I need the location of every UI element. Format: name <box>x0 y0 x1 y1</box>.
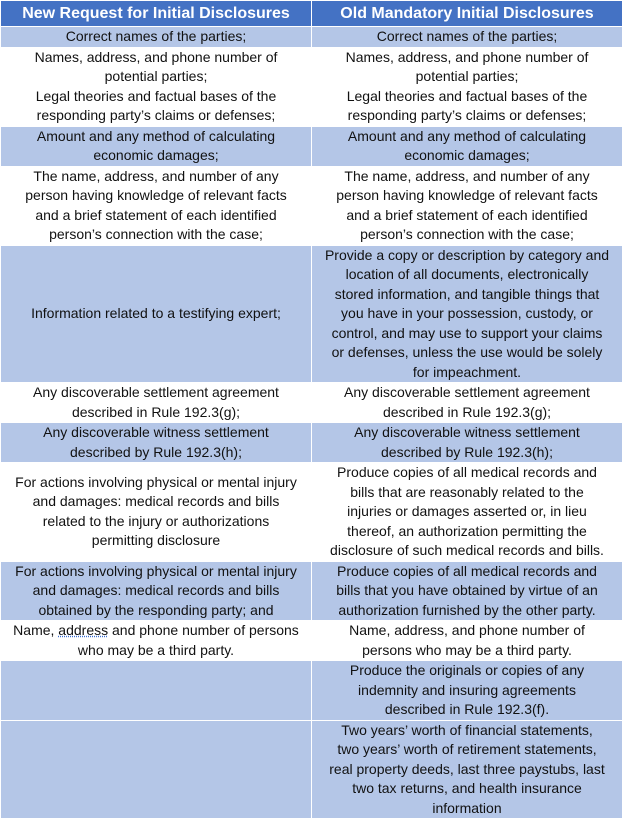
old-disclosure-cell <box>312 720 622 819</box>
cell-line: Two years’ worth of financial statements, <box>317 721 617 741</box>
cell-line: control, and may use to support your claims <box>317 324 617 344</box>
new-request-cell <box>1 245 312 383</box>
cell-line: described in Rule 192.3(g); <box>6 403 306 423</box>
new-request-cell <box>1 621 312 661</box>
cell-line: Names, address, and phone number of <box>6 48 306 68</box>
cell-line: Correct names of the parties; <box>317 27 617 47</box>
cell-line: Any discoverable witness settlement <box>6 423 306 443</box>
old-disclosure-cell <box>312 661 622 721</box>
cell-line: Produce copies of all medical records and <box>317 463 617 483</box>
cell-line: potential parties; <box>317 67 617 87</box>
cell-line: Legal theories and factual bases of the <box>317 87 617 107</box>
cell-text-part: Name, <box>13 622 58 638</box>
cell-line: person’s connection with the case; <box>317 225 617 245</box>
cell-line: who may be a third party. <box>6 641 306 661</box>
new-request-cell <box>1 383 312 423</box>
new-request-cell-empty <box>1 661 312 721</box>
new-request-cell-empty <box>1 720 312 819</box>
cell-line: Produce copies of all medical records and <box>317 562 617 582</box>
cell-line: person having knowledge of relevant facts <box>6 186 306 206</box>
header-new-request: New Request for Initial Disclosures <box>1 1 312 27</box>
cell-line: Amount and any method of calculating <box>317 127 617 147</box>
cell-line: related to the injury or authorizations <box>6 512 306 532</box>
old-disclosure-cell <box>312 166 622 245</box>
old-disclosure-cell <box>312 47 622 126</box>
cell-line: economic damages; <box>317 146 617 166</box>
cell-line: injuries or damages asserted or, in lieu <box>317 502 617 522</box>
cell-line: disclosure of such medical records and bills. <box>317 541 617 561</box>
cell-line: authorization furnished by the other party. <box>317 601 617 621</box>
cell-line: location of all documents, electronically <box>317 265 617 285</box>
old-disclosure-cell <box>312 463 622 562</box>
cell-line: two tax returns, and health insurance <box>317 779 617 799</box>
cell-line: Information related to a testifying expert; <box>6 304 306 324</box>
cell-line: person’s connection with the case; <box>6 225 306 245</box>
cell-line: described by Rule 192.3(h); <box>6 443 306 463</box>
cell-line: Any discoverable settlement agreement <box>317 383 617 403</box>
cell-line: Any discoverable settlement agreement <box>6 383 306 403</box>
old-disclosure-cell <box>312 245 622 383</box>
table-row <box>1 423 622 463</box>
cell-line: bills that you have obtained by virtue of an <box>317 581 617 601</box>
new-request-cell <box>1 126 312 166</box>
cell-line: Provide a copy or description by category and <box>317 246 617 266</box>
cell-line: persons who may be a third party. <box>317 641 617 661</box>
cell-line: economic damages; <box>6 146 306 166</box>
cell-line: or defenses, unless the use would be solely <box>317 343 617 363</box>
cell-line: and a brief statement of each identified <box>317 206 617 226</box>
new-request-cell <box>1 166 312 245</box>
new-request-cell <box>1 561 312 621</box>
spellcheck-marked-word: address <box>58 622 108 638</box>
table-row <box>1 621 622 661</box>
cell-line: stored information, and tangible things that <box>317 285 617 305</box>
old-disclosure-cell <box>312 561 622 621</box>
cell-text-part: and phone number of persons <box>108 622 299 638</box>
cell-line: described by Rule 192.3(h); <box>317 443 617 463</box>
table-row <box>1 383 622 423</box>
cell-line: described in Rule 192.3(g); <box>317 403 617 423</box>
cell-line: Any discoverable witness settlement <box>317 423 617 443</box>
cell-line: bills that are reasonably related to the <box>317 483 617 503</box>
table-row <box>1 126 622 166</box>
old-disclosure-cell <box>312 423 622 463</box>
cell-line: you have in your possession, custody, or <box>317 304 617 324</box>
cell-line <box>6 621 306 641</box>
table-row <box>1 47 622 126</box>
old-disclosure-cell <box>312 383 622 423</box>
table-row <box>1 463 622 562</box>
cell-line: permitting disclosure <box>6 531 306 551</box>
cell-line: Legal theories and factual bases of the <box>6 87 306 107</box>
cell-line: for impeachment. <box>317 363 617 383</box>
cell-line: Name, address, and phone number of <box>317 621 617 641</box>
header-old-mandatory: Old Mandatory Initial Disclosures <box>312 1 622 27</box>
cell-line: information <box>317 799 617 819</box>
table-row <box>1 661 622 721</box>
cell-line: two years’ worth of retirement statements, <box>317 740 617 760</box>
cell-line: responding party’s claims or defenses; <box>6 106 306 126</box>
cell-line: The name, address, and number of any <box>317 167 617 187</box>
old-disclosure-cell <box>312 621 622 661</box>
cell-line: and damages: medical records and bills <box>6 492 306 512</box>
old-disclosure-cell <box>312 126 622 166</box>
cell-line: and a brief statement of each identified <box>6 206 306 226</box>
new-request-cell <box>1 27 312 48</box>
new-request-cell <box>1 423 312 463</box>
cell-line: Produce the originals or copies of any <box>317 661 617 681</box>
cell-line: and damages: medical records and bills <box>6 581 306 601</box>
table-row <box>1 245 622 383</box>
cell-line: person having knowledge of relevant facts <box>317 186 617 206</box>
cell-line: Correct names of the parties; <box>6 27 306 47</box>
cell-line: Amount and any method of calculating <box>6 127 306 147</box>
new-request-cell <box>1 47 312 126</box>
header-row <box>1 1 622 27</box>
cell-line: For actions involving physical or mental injury <box>6 473 306 493</box>
cell-line: Names, address, and phone number of <box>317 48 617 68</box>
cell-line: The name, address, and number of any <box>6 167 306 187</box>
cell-line: real property deeds, last three paystubs, last <box>317 760 617 780</box>
cell-line: responding party’s claims or defenses; <box>317 106 617 126</box>
cell-line: thereof, an authorization permitting the <box>317 522 617 542</box>
old-disclosure-cell <box>312 27 622 48</box>
new-request-cell <box>1 463 312 562</box>
cell-line: described in Rule 192.3(f). <box>317 700 617 720</box>
table-row <box>1 720 622 819</box>
cell-line: For actions involving physical or mental injury <box>6 562 306 582</box>
table-row <box>1 166 622 245</box>
cell-line: indemnity and insuring agreements <box>317 681 617 701</box>
table-row <box>1 27 622 48</box>
cell-line: potential parties; <box>6 67 306 87</box>
cell-line: obtained by the responding party; and <box>6 601 306 621</box>
table-row <box>1 561 622 621</box>
